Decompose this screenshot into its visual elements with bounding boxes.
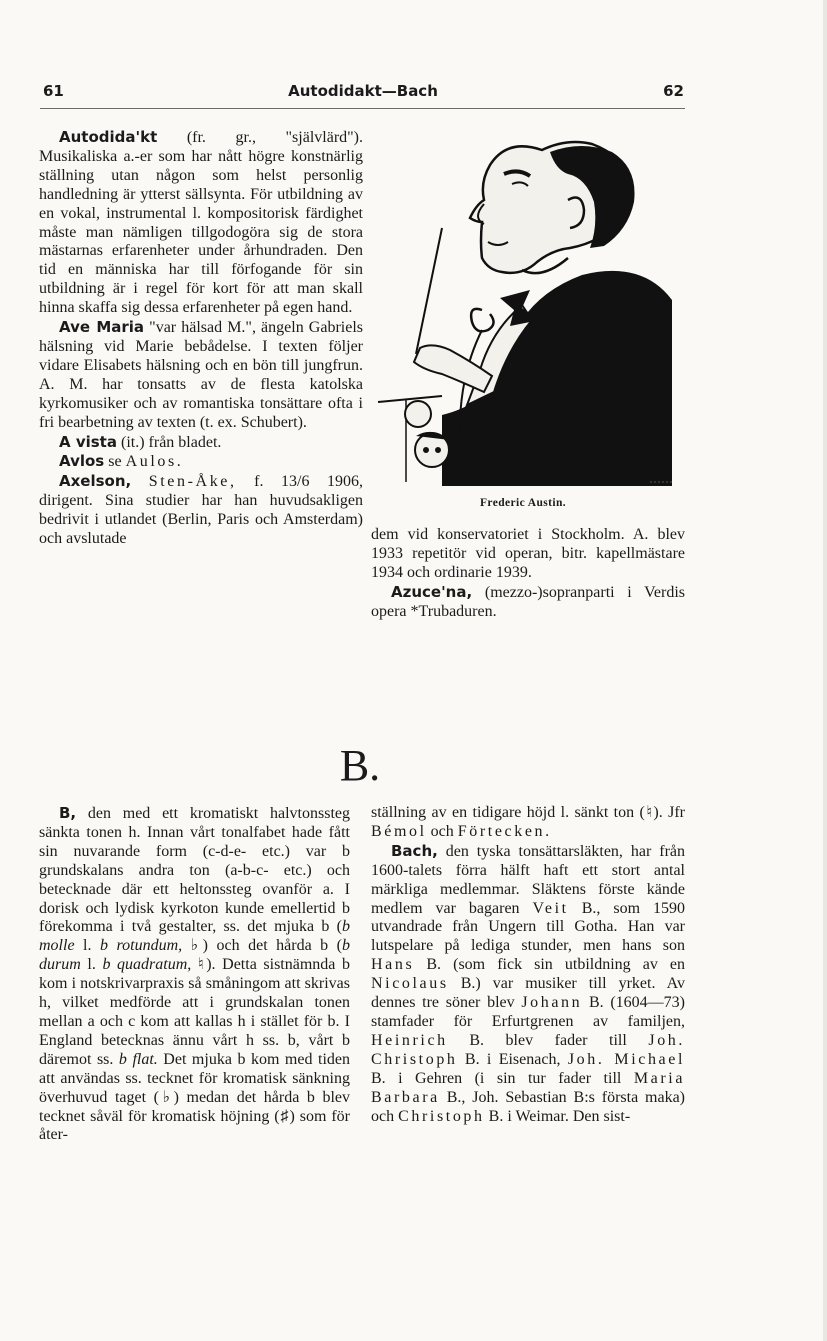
page-number-right: 62 (663, 82, 684, 100)
headword-autodidakt: Autodida'kt (59, 128, 158, 146)
entry-b-continued: ställning av en tidigare höjd l. sänkt ton (♮). Jfr Bémol och Förtecken. (371, 804, 685, 840)
caricature-drawing (372, 130, 674, 492)
entry-a-vista: A vista (it.) från bladet. (59, 432, 222, 451)
headword-azucena: Azuce'na, (391, 582, 473, 601)
headword-axelson: Axelson, (59, 472, 132, 491)
cross-reference-aulos: Aulos. (125, 453, 184, 471)
cross-reference-bemol: Bémol (371, 822, 427, 840)
running-title: Autodidakt—Bach (288, 82, 438, 100)
entry-b: B, den med ett kromatiskt halvtonssteg sänkta tonen h. Innan vårt tonalfabet hade fått sin nuvarande form (c-d-e- etc.) var b grundskalans andra ton (a-b-c- etc.) och betecknade där ett heltonssteg ovanför a. I dorisk och lydisk kyrkoton kunde emellertid b förekomma i två gestalter, ss. det mjuka b (b molle l. b rotundum, ♭) och det hårda b (b durum l. b quadratum, ♮). Detta sistnämnda b kom i notskrivarpraxis så småningom att skrivas h, vilket medförde att i grundskalan tonen mellan a och c kom att kallas h i stället för b. I England betecknas ännu vårt h ss. b, vårt b däremot ss. b flat. Det mjuka b kom med tiden att användas ss. tecknet för kromatisk sänkning överhuvud taget (♭) medan det hårda b blev tecknet såväl för kromatisk höjning (♯) som för åter- (39, 804, 351, 1144)
headword-a-vista: A vista (59, 432, 117, 451)
entry-azucena: Azuce'na, (mezzo-)sopranparti i Verdis opera *Trubaduren. (371, 582, 685, 620)
entry-axelson: Axelson, Sten-Åke, f. 13/6 1906, dirigent. Sina studier har han huvudsakligen bedrivit i utlandet (Berlin, Paris och Amsterdam) och avslutade (39, 472, 364, 548)
column-4 (371, 804, 685, 1126)
column-3 (39, 804, 350, 1145)
column-1 (39, 128, 363, 549)
entry-avlos: Avlos se Aulos. (59, 452, 184, 471)
page-number-left: 61 (43, 82, 64, 100)
headword-b: B, (59, 804, 77, 822)
headword-bach: Bach, (391, 841, 438, 860)
entry-bach: Bach, den tyska tonsättarsläkten, har från 1600-talets förra hälft haft ett stort antal märkliga medlemmar. Släktens förste kände medlem var bagaren Veit B., som 1590 utvandrade från Ungern till Gotha. Han var lutspelare på lediga stunder, men hans son Hans B. (som fick sin utbildning av en Nicolaus B.) var musiker till yrket. Av dennes tre söner blev Johann B. (1604—73) stamfader för Erfurtgrenen av familjen, Heinrich B. blev fader till Joh. Christoph B. i Eisenach, Joh. Michael B. i Gehren (i sin tur fader till Maria Barbara B., Joh. Sebastian B:s första maka) och Christoph B. i Weimar. Den sist- (371, 841, 686, 1125)
entry-ave-maria: Ave Maria "var hälsad M.", ängeln Gabriels hälsning vid Marie bebådelse. I texten följer vidare Elisabets hälsning och en bön till jungfrun. A. M. har tonsatts av de flesta katolska kyrkomusiker och av romantiska tonsättare ofta i fri bearbetning av texten (t. ex. Schubert). (39, 318, 364, 431)
entry-autodidakt: Autodida'kt (fr. gr., "självlärd"). Musikaliska a.-er som har nått högre konstnärlig ställning utan någon som helst personlig handledning är ytterst sällsynta. För utbildning av en vokal, instrumental l. kompositorisk färdighet måste man nämligen tillgodogöra sig de stora mästarnas erfarenheter under århundraden. Den tid en människa har till förfogande för sin utbildning är i regel för kort för att man skall hinna skaffa sig dessa erfarenheter på egen hand. (39, 128, 364, 317)
running-header (40, 82, 686, 106)
entry-axelson-continued: dem vid konservatoriet i Stockholm. A. blev 1933 repetitör vid operan, bitr. kapellmästare 1934 och ordinarie 1939. (371, 526, 685, 581)
header-rule (40, 108, 685, 109)
cross-reference-fortecken: Förtecken. (457, 822, 552, 840)
headword-ave-maria: Ave Maria (59, 318, 145, 337)
headword-avlos: Avlos (59, 452, 105, 471)
portrait-illustration (372, 130, 674, 492)
figure-caption: Frederic Austin. (479, 497, 567, 509)
column-2 (371, 526, 685, 622)
section-letter: B. (339, 741, 381, 790)
